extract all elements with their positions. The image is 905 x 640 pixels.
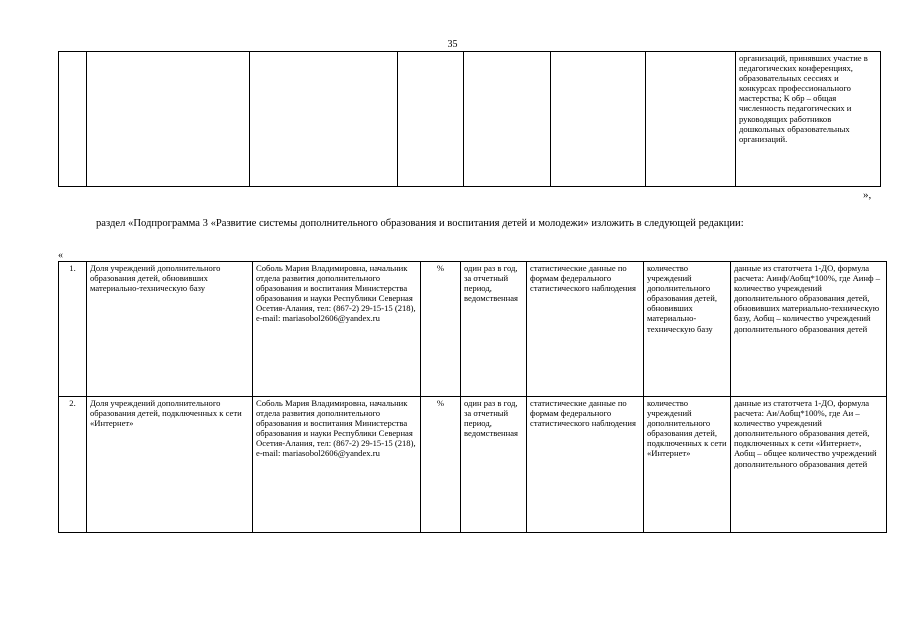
method-cell: данные из статотчета 1-ДО, формула расчета: Аинф/Аобщ*100%, где Аинф – количество учреждений дополнительного образования детей, обновивших материально-техническую базу, Аобщ – количество учреждений дополнительного образования детей [731, 262, 887, 397]
indicators-table [58, 261, 887, 533]
empty-cell [250, 52, 398, 187]
page-number: 35 [447, 39, 458, 50]
object-cell: количество учреждений дополнительного образования детей, подключенных к сети «Интернет» [644, 397, 731, 533]
opening-quote: « [58, 250, 63, 261]
unit-cell: % [421, 397, 461, 533]
closing-quote: », [863, 189, 872, 201]
empty-cell [87, 52, 250, 187]
source-cell: статистические данные по формам федерального статистического наблюдения [527, 397, 644, 533]
object-cell: количество учреждений дополнительного образования детей, обновивших материально-техническую базу [644, 262, 731, 397]
unit-cell: % [421, 262, 461, 397]
empty-cell [464, 52, 551, 187]
method-cell: организаций, принявших участие в педагогических конференциях, образовательных сессиях и конкурсах профессионального мастерства; К обр – общая численность педагогических и руководящих работников дошкольных образовательных организаций. [736, 52, 881, 187]
row-number: 1. [59, 262, 87, 397]
table-row [59, 262, 887, 397]
empty-cell [646, 52, 736, 187]
section-paragraph: раздел «Подпрограмма 3 «Развитие системы дополнительного образования и воспитания детей и молодежи» изложить в следующей редакции: [96, 218, 744, 229]
periodicity-cell: один раз в год, за отчетный период, ведомственная [461, 397, 527, 533]
table-row [59, 397, 887, 533]
method-cell: данные из статотчета 1-ДО, формула расчета: Аи/Аобщ*100%, где Аи – количество учреждений дополнительного образования детей, подключенных к сети «Интернет», Аобщ – общее количество учреждений дополнительного образования детей [731, 397, 887, 533]
row-number: 2. [59, 397, 87, 533]
top-table [58, 51, 881, 187]
empty-cell [551, 52, 646, 187]
empty-cell [398, 52, 464, 187]
indicator-cell: Доля учреждений дополнительного образования детей, обновивших материально-техническую базу [87, 262, 253, 397]
responsible-cell: Соболь Мария Владимировна, начальник отдела развития дополнительного образования и воспитания Министерства образования и науки Республики Северная Осетия-Алания, тел: (867-2) 29-15-15 (218), e-mail: mariasobol2606@yandex.ru [253, 262, 421, 397]
responsible-cell: Соболь Мария Владимировна, начальник отдела развития дополнительного образования и воспитания Министерства образования и науки Республики Северная Осетия-Алания, тел: (867-2) 29-15-15 (218), e-mail: mariasobol2606@yandex.ru [253, 397, 421, 533]
empty-cell [59, 52, 87, 187]
periodicity-cell: один раз в год, за отчетный период, ведомственная [461, 262, 527, 397]
source-cell: статистические данные по формам федерального статистического наблюдения [527, 262, 644, 397]
indicator-cell: Доля учреждений дополнительного образования детей, подключенных к сети «Интернет» [87, 397, 253, 533]
